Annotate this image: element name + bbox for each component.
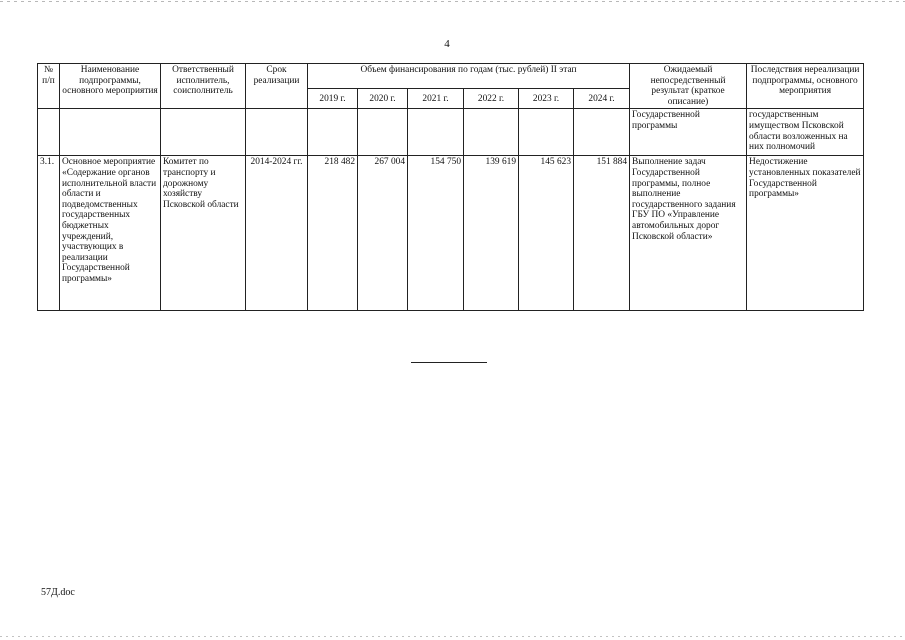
header-funding: Объем финансирования по годам (тыс. рублей) II этап: [308, 64, 630, 89]
row-value-2019: 218 482: [308, 156, 358, 311]
cell-empty: [60, 109, 161, 156]
row-value-2024: 151 884: [574, 156, 630, 311]
header-row: [38, 64, 864, 89]
cell-empty: [408, 109, 464, 156]
cell-empty: [161, 109, 246, 156]
header-year-2020: 2020 г.: [358, 89, 408, 109]
header-year-2024: 2024 г.: [574, 89, 630, 109]
header-consequences: Последствия нереализации подпрограммы, основного мероприятия: [747, 64, 864, 109]
row-value-2023: 145 623: [519, 156, 574, 311]
continuation-row: [38, 109, 864, 156]
row-responsible: Комитет по транспорту и дорожному хозяйству Псковской области: [161, 156, 246, 311]
header-term: Срок реализации: [246, 64, 308, 109]
cell-empty: [464, 109, 519, 156]
page-number: 4: [444, 38, 450, 50]
row-name: Основное мероприятие «Содержание органов исполнительной власти области и подведомственных государственных бюджетных учреждений, участвующих в реализации Государственной программы»: [60, 156, 161, 311]
cell-empty: [358, 109, 408, 156]
header-year-2021: 2021 г.: [408, 89, 464, 109]
divider-line: [411, 362, 487, 363]
header-year-2023: 2023 г.: [519, 89, 574, 109]
row-num: 3.1.: [38, 156, 60, 311]
row-consequences: Недостижение установленных показателей Государственной программы»: [747, 156, 864, 311]
table-row: [38, 156, 864, 311]
continuation-consequences: государственным имуществом Псковской области возложенных на них полномочий: [747, 109, 864, 156]
header-responsible: Ответственный исполнитель, соисполнитель: [161, 64, 246, 109]
row-value-2021: 154 750: [408, 156, 464, 311]
scan-edge-bottom: [0, 636, 905, 637]
continuation-result: Государственной программы: [630, 109, 747, 156]
cell-empty: [574, 109, 630, 156]
scan-edge-top: [0, 1, 905, 2]
cell-empty: [308, 109, 358, 156]
header-year-2019: 2019 г.: [308, 89, 358, 109]
cell-empty: [246, 109, 308, 156]
header-num: № п/п: [38, 64, 60, 109]
row-value-2022: 139 619: [464, 156, 519, 311]
row-value-2020: 267 004: [358, 156, 408, 311]
cell-empty: [519, 109, 574, 156]
row-term: 2014-2024 гг.: [246, 156, 308, 311]
file-name: 57Д.doc: [41, 587, 75, 598]
program-table: [37, 63, 864, 311]
header-result: Ожидаемый непосредственный результат (краткое описание): [630, 64, 747, 109]
header-name: Наименование подпрограммы, основного мероприятия: [60, 64, 161, 109]
cell-empty: [38, 109, 60, 156]
header-year-2022: 2022 г.: [464, 89, 519, 109]
row-result: Выполнение задач Государственной программы, полное выполнение государственного задания ГБУ ПО «Управление автомобильных дорог Псковской области»: [630, 156, 747, 311]
